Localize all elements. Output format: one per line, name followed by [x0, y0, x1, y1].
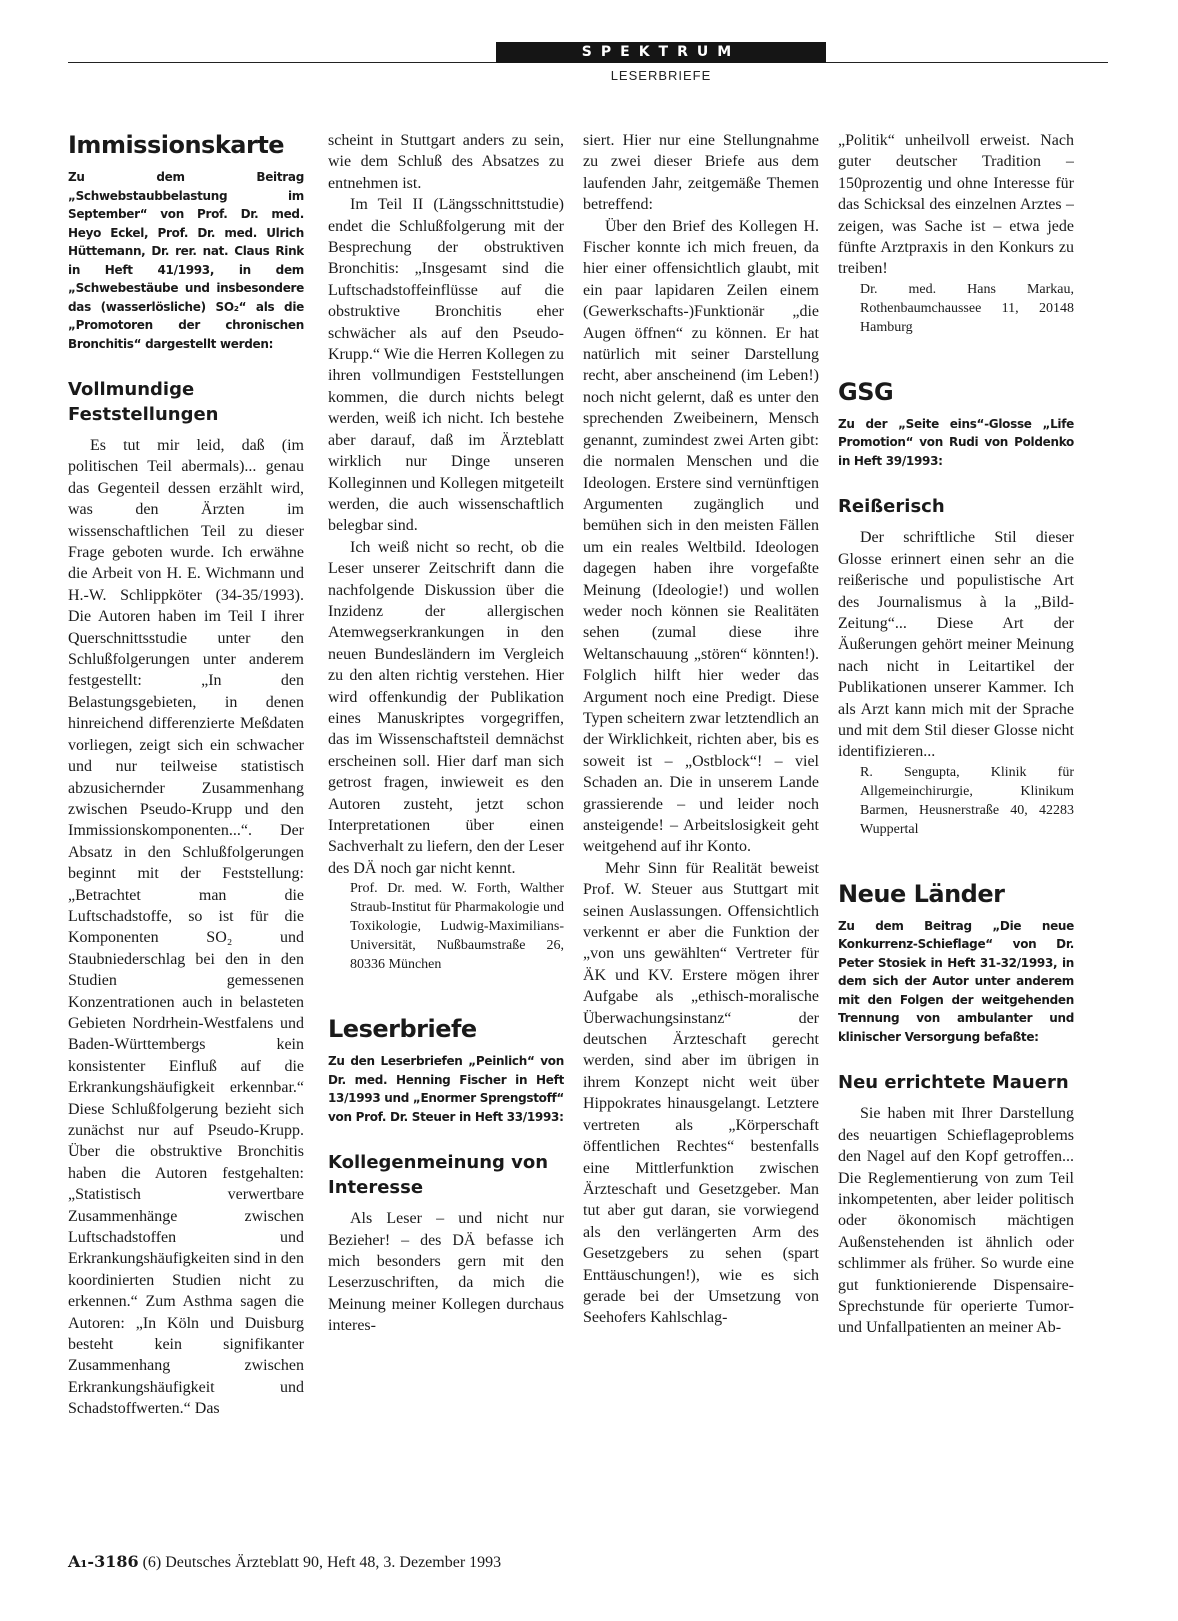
- letter-text: Es tut mir leid, daß (im politischen Teil abermals)... genau das Gegenteil dessen erzählt wird, was den Ärzten im wissenschaftlichen Teil zu dieser Frage geboten wurde. Ich erwähne die Arbeit von H. E. Wichmann und H.-W. Schlippköter (34-35/1993). Die Autoren haben im Teil I ihrer Querschnittsstudie unter den Schlußfolgerungen unter anderem festgestellt: „In den Belastungsgebieten, in denen hinreichend differenzierte Meßdaten vorliegen, zeigt sich ein schwacher und nur teilweise statistisch abzusichernder Zusammenhang zwischen Pseudo-Krupp und den Immissionskomponenten...“. Der Absatz in den Schlußfolgerungen beginnt mit der Feststellung: „Betrachtet man die Luftschadstoffe, so ist für die Komponenten SO₂ und Staubniederschlag bei den in den Studien gemessenen Konzentrationen auch in belasteten Gebieten Nordrhein-Westfalens und Baden-Württembergs kein konsistenter Einfluß auf die Erkrankungshäufigkeit erkennbar.“ Diese Schlußfolgerung bezieht sich zunächst nur auf Pseudo-Krupp. Über die obstruktive Bronchitis haben die Autoren festgehalten: „Statistisch verwertbare Zusammenhänge zwischen Luftschadstoffen und Erkrankungshäufigkeiten sind in den koordinierten Studien nicht zu erkennen.“ Zum Asthma sagen die Autoren: „In Köln und Duisburg besteht kein signifikanter Zusammenhang zwischen Erkrankungshäufigkeit und Schadstoffwerten.“ Das: [68, 437, 304, 1418]
- letter-text: Über den Brief des Kollegen H. Fischer konnte ich mich freuen, da hier einer offensichtlich glaubt, mit ein paar lapidaren Zeilen einem (Gewerkschafts-)Funktionär „die Augen öffnen“ zu können. Er hat natürlich mit seiner Darstellung recht, aber anscheinend (im Leben!) noch nicht gelernt, daß es unter den sprechenden Zweibeinern, Mensch genannt, zumindest zwei Arten gibt: die normalen Menschen und die Ideologen. Erstere sind vernünftigen Argumenten zugänglich und bemühen sich in den meisten Fällen um ein reales Weltbild. Ideologen dagegen haben ihre vorgefaßte Meinung (Ideologie!) und wollen weder noch können sie Realitäten sehen (zumal diese ihre Weltanschauung „stören“ könnten!). Folglich hilft hier weder das Argument noch eine Predigt. Diese Typen scheitern zwar letztendlich an der Wirklichkeit, richten aber, bis es soweit ist – „Ostblock“! – viel Schaden an. Die in unserem Lande grassierende – und leider noch ansteigende! – Arbeitslosigkeit geht weitgehend auf ihr Konto.: [583, 217, 819, 856]
- column-2: [328, 130, 564, 1520]
- article-intro: Zu der „Seite eins“-Glosse „Life Promotion“ von Rudi von Poldenko in Heft 39/1993:: [838, 416, 1074, 468]
- letter-author: R. Sengupta, Klinik für Allgemeinchirurgie, Klinikum Barmen, Heusnerstraße 40, 42283 Wuppertal: [860, 764, 1074, 837]
- article-intro: Zu dem Beitrag „Die neue Konkurrenz-Schieflage“ von Dr. Peter Stosiek in Heft 31-32/1993, in dem sich der Autor unter anderem mit den Folgen der weitgehenden Trennung von ambulanter und klinischer Versorgung befaßte:: [838, 918, 1074, 1044]
- page-number: A₁-3186: [68, 1552, 139, 1571]
- letter-text: Ich weiß nicht so recht, ob die Leser unserer Zeitschrift dann die nachfolgende Diskussion über die Inzidenz der allergischen Atemwegserkrankungen in den neuen Bundesländern im Vergleich zu den alten richtig verstehen. Hier wird offenkundig der Publikation eines Manuskriptes vorgegriffen, das im Wissenschaftsteil demnächst erscheinen soll. Hier darf man sich getrost fragen, inwieweit es den Autoren zusteht, jetzt schon Interpretationen über einen Sachverhalt zu liefern, den der Leser des DÄ noch gar nicht kennt.: [328, 538, 564, 877]
- letter-subtitle: Vollmundige Feststellungen: [68, 379, 219, 425]
- letter-subtitle: Reißerisch: [838, 496, 945, 518]
- letter-text: Der schriftliche Stil dieser Glosse erinnert einen sehr an die reißerische und populistische Art des Journalismus à la „Bild-Zeitung“... Diese Art der Äußerungen gehört meiner Meinung nach nicht in Leitartikel der Publikationen unserer Kammer. Ich als Arzt kann mich mit der Sprache und mit dem Stil dieser Glosse nicht identifizieren...: [838, 529, 1074, 761]
- section-label: SPEKTRUM: [496, 42, 826, 63]
- letter-text: Sie haben mit Ihrer Darstellung des neuartigen Schieflageproblems den Nagel auf den Kopf getroffen... Die Reglementierung von zum Teil inkompetenten, aber leider politisch oder ökonomisch mächtigen Außenstehenden ist ähnlich oder schlimmer als früher. So wurde eine gut funktionierende Dispensaire-Sprechstunde für operierte Tumor- und Unfallpatienten an meiner Ab-: [838, 1105, 1074, 1337]
- letter-text: Mehr Sinn für Realität beweist Prof. W. Steuer aus Stuttgart mit seinen Auslassungen. Offensichtlich verkennt er aber die Funktion der „von uns gewählten“ Vertreter für ÄK und KV. Erstere mögen ihrer Aufgabe als „ethisch-moralische Überwachungsinstanz“ der deutschen Ärzteschaft gerecht werden, sind aber im übrigen in ihrem Konzept nicht weit über Hippokrates hinausgelangt. Letztere vertreten als „Körperschaft öffentlichen Rechtes“ bestenfalls eine Mittlerfunktion zwischen Ärzteschaft und Gesetzgeber. Man tut aber gut daran, sie vorwiegend als den verlängerten Arm des Gesetzgebers zu sehen (spart Enttäuschungen!), wie es sich gerade bei der Umsetzung von Seehofers Kahlschlag-: [583, 859, 819, 1327]
- page-footer: [68, 1552, 501, 1572]
- article-title: Neue Länder: [838, 879, 1005, 908]
- letter-subtitle: Kollegenmeinung von Interesse: [328, 1152, 549, 1199]
- letter-text: siert. Hier nur eine Stellungnahme zu zwei dieser Briefe aus dem laufenden Jahr, zeitgemäße Themen betreffend:: [583, 132, 819, 214]
- journal-citation: (6) Deutsches Ärzteblatt 90, Heft 48, 3. Dezember 1993: [142, 1554, 502, 1571]
- letter-author: Prof. Dr. med. W. Forth, Walther Straub-Institut für Pharmakologie und Toxikologie, Ludwig-Maximilians-Universität, Nußbaumstraße 26, 80336 München: [350, 881, 564, 973]
- letter-text: scheint in Stuttgart anders zu sein, wie dem Schluß des Absatzes zu entnehmen ist.: [328, 132, 564, 192]
- letter-text: Im Teil II (Längsschnittstudie) endet die Schlußfolgerung mit der Besprechung der obstruktiven Bronchitis: „Insgesamt sind die Luftschadstoffeinflüsse auf die obstruktive Bronchitis eher schwächer als auf den Pseudo-Krupp.“ Wie die Herren Kollegen zu ihren vollmundigen Feststellungen kommen, die durch nichts belegt werden, weiß ich nicht. Ich bestehe aber darauf, daß im Ärzteblatt wirklich nur Dinge unseren Kolleginnen und Kollegen mitgeteilt werden, die auch wissenschaftlich belegbar sind.: [328, 196, 564, 535]
- column-1: [68, 130, 304, 1520]
- letter-text: „Politik“ unheilvoll erweist. Nach guter deutscher Tradition – 150prozentig und ohne Interesse für das Schicksal des einzelnen Arztes – zeigen, was Sache ist – etwa jede fünfte Arztpraxis in den Konkurs zu treiben!: [838, 132, 1074, 278]
- letter-author: Dr. med. Hans Markau, Rothenbaumchaussee 11, 20148 Hamburg: [860, 281, 1074, 335]
- letter-text: Als Leser – und nicht nur Bezieher! – des DÄ befasse ich mich besonders gern mit den Leserzuschriften, da mich die Meinung meiner Kollegen durchaus interes-: [328, 1210, 564, 1335]
- article-title: Leserbriefe: [328, 1015, 477, 1044]
- article-title: Immissionskarte: [68, 131, 285, 159]
- subsection-label: LESERBRIEFE: [610, 68, 712, 83]
- column-3: [583, 130, 819, 1520]
- letter-subtitle: Neu errichtete Mauern: [838, 1072, 1069, 1094]
- article-intro: Zu den Leserbriefen „Peinlich“ von Dr. med. Henning Fischer in Heft 13/1993 und „Enormer Sprengstoff“ von Prof. Dr. Steuer in Heft 33/1993:: [328, 1054, 564, 1124]
- article-title: GSG: [838, 377, 894, 406]
- column-4: [838, 130, 1074, 1520]
- page-header: [68, 40, 1108, 90]
- article-intro: Zu dem Beitrag „Schwebstaubbelastung im September“ von Prof. Dr. med. Heyo Eckel, Prof. Dr. med. Ulrich Hüttemann, Dr. rer. nat. Claus Rink in Heft 41/1993, in dem „Schwebestäube und insbesondere das (wasserlösliche) SO₂“ als die „Promotoren der chronischen Bronchitis“ dargestellt werden:: [68, 170, 304, 351]
